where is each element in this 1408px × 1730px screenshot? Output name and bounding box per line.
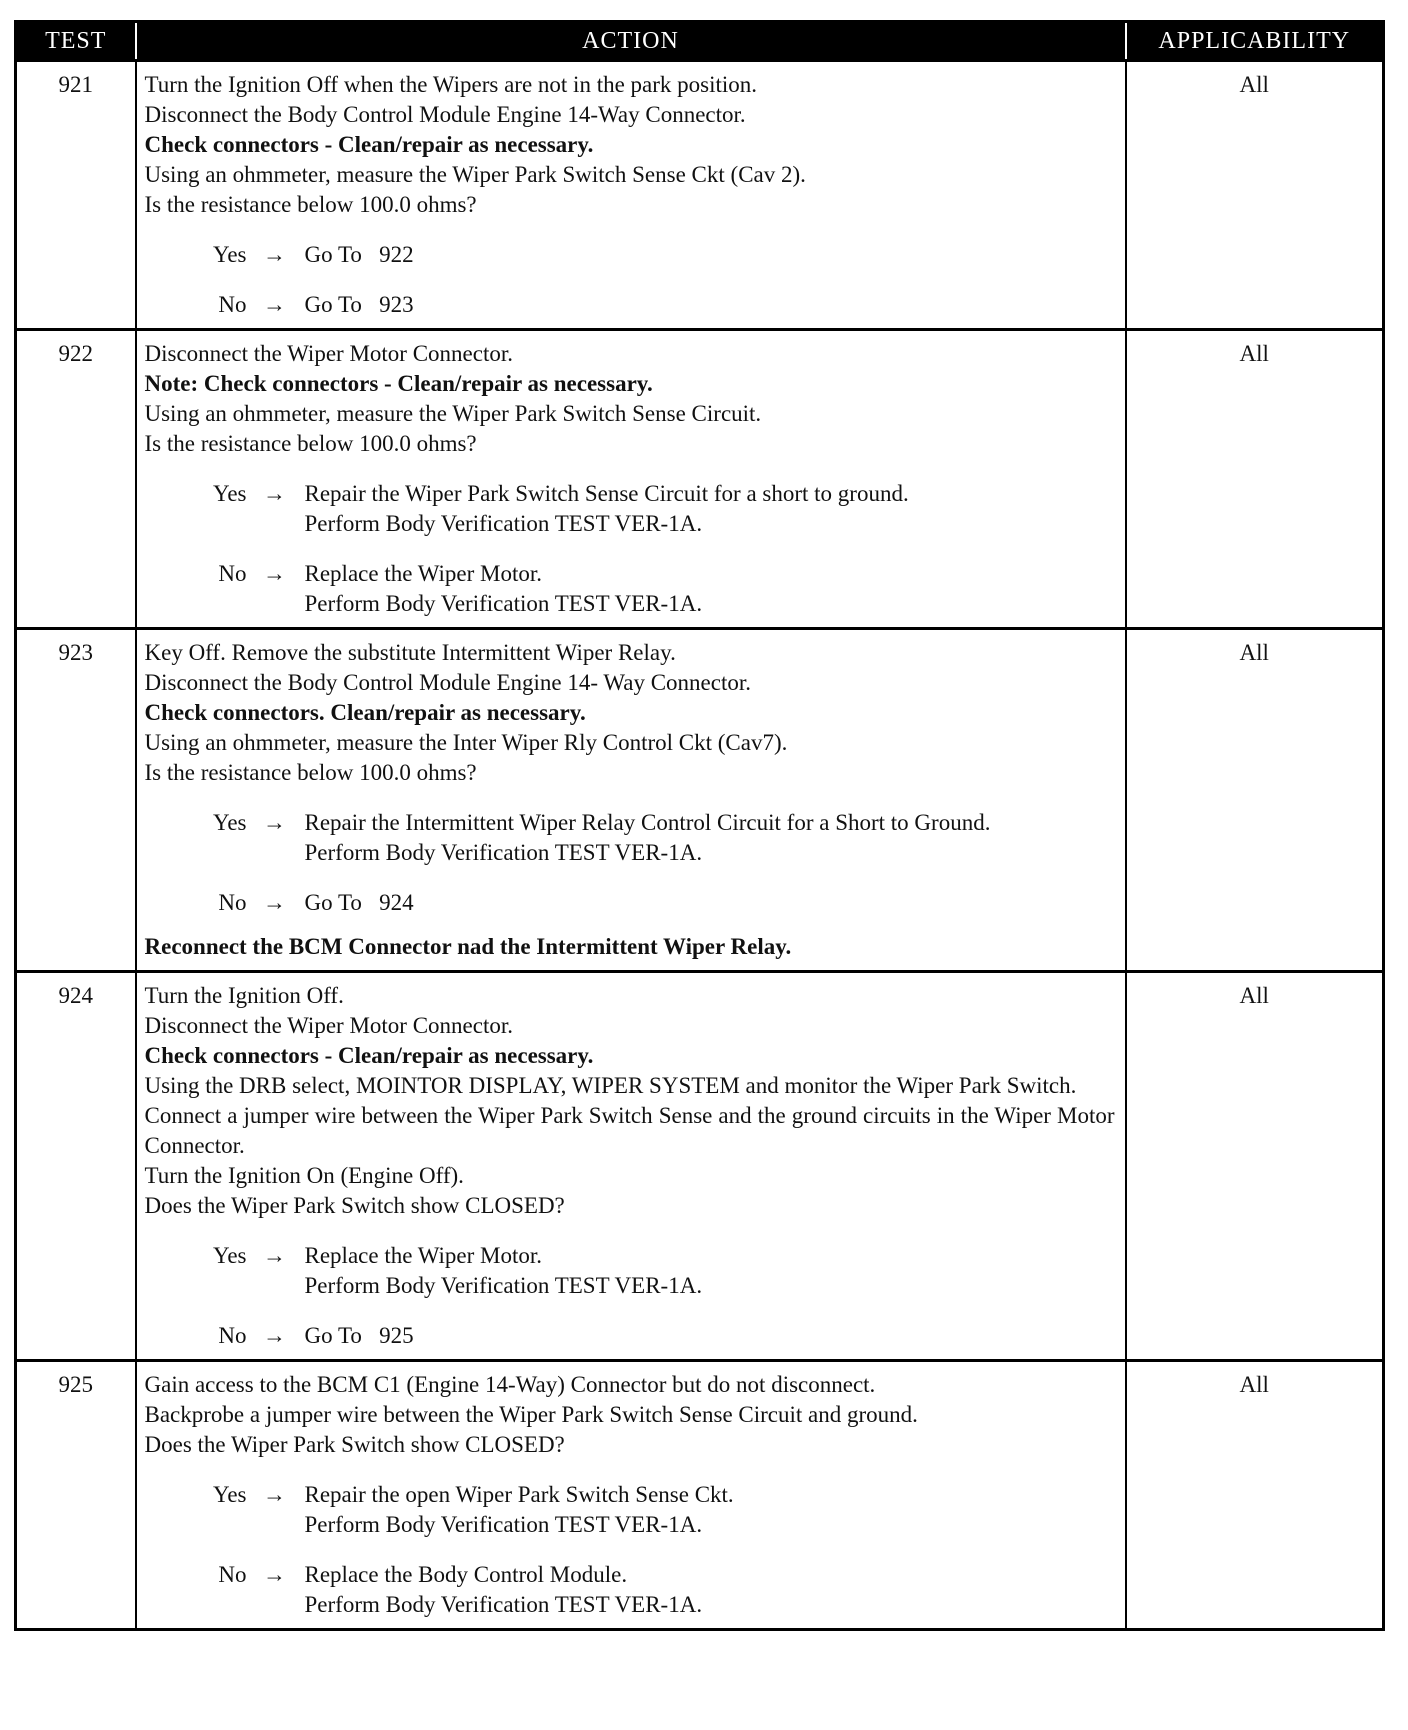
answer-result-line: Go To 924 xyxy=(304,890,414,915)
action-step: Disconnect the Wiper Motor Connector. xyxy=(144,1013,513,1038)
answer-result-line: Repair the Intermittent Wiper Relay Control Circuit for a Short to Ground. xyxy=(304,810,991,835)
action-step: Disconnect the Body Control Module Engine 14- Way Connector. xyxy=(144,670,751,695)
answer-result-line: Perform Body Verification TEST VER-1A. xyxy=(304,1273,703,1298)
table-row xyxy=(16,330,1384,629)
action-step: Is the resistance below 100.0 ohms? xyxy=(144,192,477,217)
answer-label: Yes xyxy=(213,242,247,267)
answer-option xyxy=(145,290,1115,320)
answer-option xyxy=(145,1241,1115,1301)
answer-result-line: Perform Body Verification TEST VER-1A. xyxy=(304,1592,703,1617)
action-cell xyxy=(136,1361,1126,1630)
action-step: Turn the Ignition Off when the Wipers are not in the park position. xyxy=(144,72,758,97)
test-number: 922 xyxy=(16,330,136,629)
table-row xyxy=(16,61,1384,330)
right-arrow-icon: → xyxy=(263,481,286,506)
action-step: Does the Wiper Park Switch show CLOSED? xyxy=(144,1432,565,1457)
answer-result-line: Go To 923 xyxy=(304,292,414,317)
test-number: 923 xyxy=(16,629,136,972)
table-row xyxy=(16,629,1384,972)
right-arrow-icon: → xyxy=(263,292,286,317)
answer-result xyxy=(295,479,1115,539)
answer-label: No xyxy=(218,1562,247,1587)
header-applicability: APPLICABILITY xyxy=(1126,22,1384,61)
action-cell xyxy=(136,330,1126,629)
answer-result xyxy=(295,240,1115,270)
answer-result-line: Replace the Wiper Motor. xyxy=(304,561,543,586)
action-step: Disconnect the Wiper Motor Connector. xyxy=(144,341,513,366)
action-note: Check connectors. Clean/repair as necessary. xyxy=(144,700,586,725)
answer-result xyxy=(295,559,1115,619)
answer-option xyxy=(145,808,1115,868)
right-arrow-icon: → xyxy=(263,1243,286,1268)
answer-result xyxy=(295,290,1115,320)
answer-label: No xyxy=(218,890,247,915)
answer-result-line: Repair the open Wiper Park Switch Sense Ckt. xyxy=(304,1482,734,1507)
answer-label: Yes xyxy=(213,1243,247,1268)
applicability: All xyxy=(1126,330,1384,629)
action-step: Turn the Ignition On (Engine Off). xyxy=(144,1163,464,1188)
answer-label: Yes xyxy=(213,1482,247,1507)
right-arrow-icon: → xyxy=(263,1323,286,1348)
answer-option xyxy=(145,1480,1115,1540)
right-arrow-icon: → xyxy=(263,1562,286,1587)
action-step: Disconnect the Body Control Module Engine 14-Way Connector. xyxy=(144,102,746,127)
applicability: All xyxy=(1126,61,1384,330)
action-cell xyxy=(136,972,1126,1361)
action-step: Turn the Ignition Off. xyxy=(144,983,344,1008)
test-table xyxy=(14,20,1385,1631)
answer-option xyxy=(145,479,1115,539)
action-cell xyxy=(136,629,1126,972)
answer-option xyxy=(145,1321,1115,1351)
answer-label: Yes xyxy=(213,810,247,835)
answer-result xyxy=(295,808,1115,868)
table-row xyxy=(16,972,1384,1361)
answer-option xyxy=(145,1560,1115,1620)
right-arrow-icon: → xyxy=(263,810,286,835)
answer-option xyxy=(145,240,1115,270)
answer-result xyxy=(295,1560,1115,1620)
applicability: All xyxy=(1126,629,1384,972)
answer-label: No xyxy=(218,1323,247,1348)
right-arrow-icon: → xyxy=(263,1482,286,1507)
answer-result xyxy=(295,1241,1115,1301)
test-number: 924 xyxy=(16,972,136,1361)
answer-result-line: Perform Body Verification TEST VER-1A. xyxy=(304,840,703,865)
answer-result xyxy=(295,1480,1115,1540)
action-step: Using an ohmmeter, measure the Inter Wiper Rly Control Ckt (Cav7). xyxy=(144,730,788,755)
table-body xyxy=(16,61,1384,1630)
answer-result xyxy=(295,888,1115,918)
answer-result-line: Replace the Wiper Motor. xyxy=(304,1243,543,1268)
action-note: Check connectors - Clean/repair as necessary. xyxy=(144,132,594,157)
answer-result-line: Repair the Wiper Park Switch Sense Circuit for a short to ground. xyxy=(304,481,909,506)
answer-result xyxy=(295,1321,1115,1351)
action-step: Key Off. Remove the substitute Intermittent Wiper Relay. xyxy=(144,640,676,665)
header-action: ACTION xyxy=(136,22,1126,61)
answer-option xyxy=(145,559,1115,619)
action-note: Check connectors - Clean/repair as necessary. xyxy=(144,1043,594,1068)
test-number: 925 xyxy=(16,1361,136,1630)
answer-result-line: Perform Body Verification TEST VER-1A. xyxy=(304,591,703,616)
document-page xyxy=(14,20,1382,1631)
action-step: Gain access to the BCM C1 (Engine 14-Way) Connector but do not disconnect. xyxy=(144,1372,876,1397)
table-row xyxy=(16,1361,1384,1630)
action-footer-note: Reconnect the BCM Connector nad the Intermittent Wiper Relay. xyxy=(144,934,792,959)
action-step: Is the resistance below 100.0 ohms? xyxy=(144,431,477,456)
action-step: Using an ohmmeter, measure the Wiper Park Switch Sense Ckt (Cav 2). xyxy=(144,162,806,187)
answer-result-line: Perform Body Verification TEST VER-1A. xyxy=(304,1512,703,1537)
action-step: Using the DRB select, MOINTOR DISPLAY, WIPER SYSTEM and monitor the Wiper Park Switch. xyxy=(144,1073,1077,1098)
action-step: Is the resistance below 100.0 ohms? xyxy=(144,760,477,785)
header-test: TEST xyxy=(16,22,136,61)
answer-result-line: Go To 925 xyxy=(304,1323,414,1348)
right-arrow-icon: → xyxy=(263,890,286,915)
applicability: All xyxy=(1126,1361,1384,1630)
answer-option xyxy=(145,888,1115,918)
answer-result-line: Perform Body Verification TEST VER-1A. xyxy=(304,511,703,536)
applicability: All xyxy=(1126,972,1384,1361)
action-step: Backprobe a jumper wire between the Wiper Park Switch Sense Circuit and ground. xyxy=(144,1402,918,1427)
table-header-row xyxy=(16,22,1384,61)
test-number: 921 xyxy=(16,61,136,330)
answer-result-line: Go To 922 xyxy=(304,242,414,267)
right-arrow-icon: → xyxy=(263,242,286,267)
action-cell xyxy=(136,61,1126,330)
action-note: Note: Check connectors - Clean/repair as necessary. xyxy=(144,371,653,396)
action-step: Using an ohmmeter, measure the Wiper Park Switch Sense Circuit. xyxy=(144,401,762,426)
answer-result-line: Replace the Body Control Module. xyxy=(304,1562,628,1587)
answer-label: No xyxy=(218,561,247,586)
action-step: Connect a jumper wire between the Wiper Park Switch Sense and the ground circuits in the Wiper Motor Connector. xyxy=(144,1103,1115,1158)
action-step: Does the Wiper Park Switch show CLOSED? xyxy=(144,1193,565,1218)
answer-label: No xyxy=(218,292,247,317)
right-arrow-icon: → xyxy=(263,561,286,586)
answer-label: Yes xyxy=(213,481,247,506)
